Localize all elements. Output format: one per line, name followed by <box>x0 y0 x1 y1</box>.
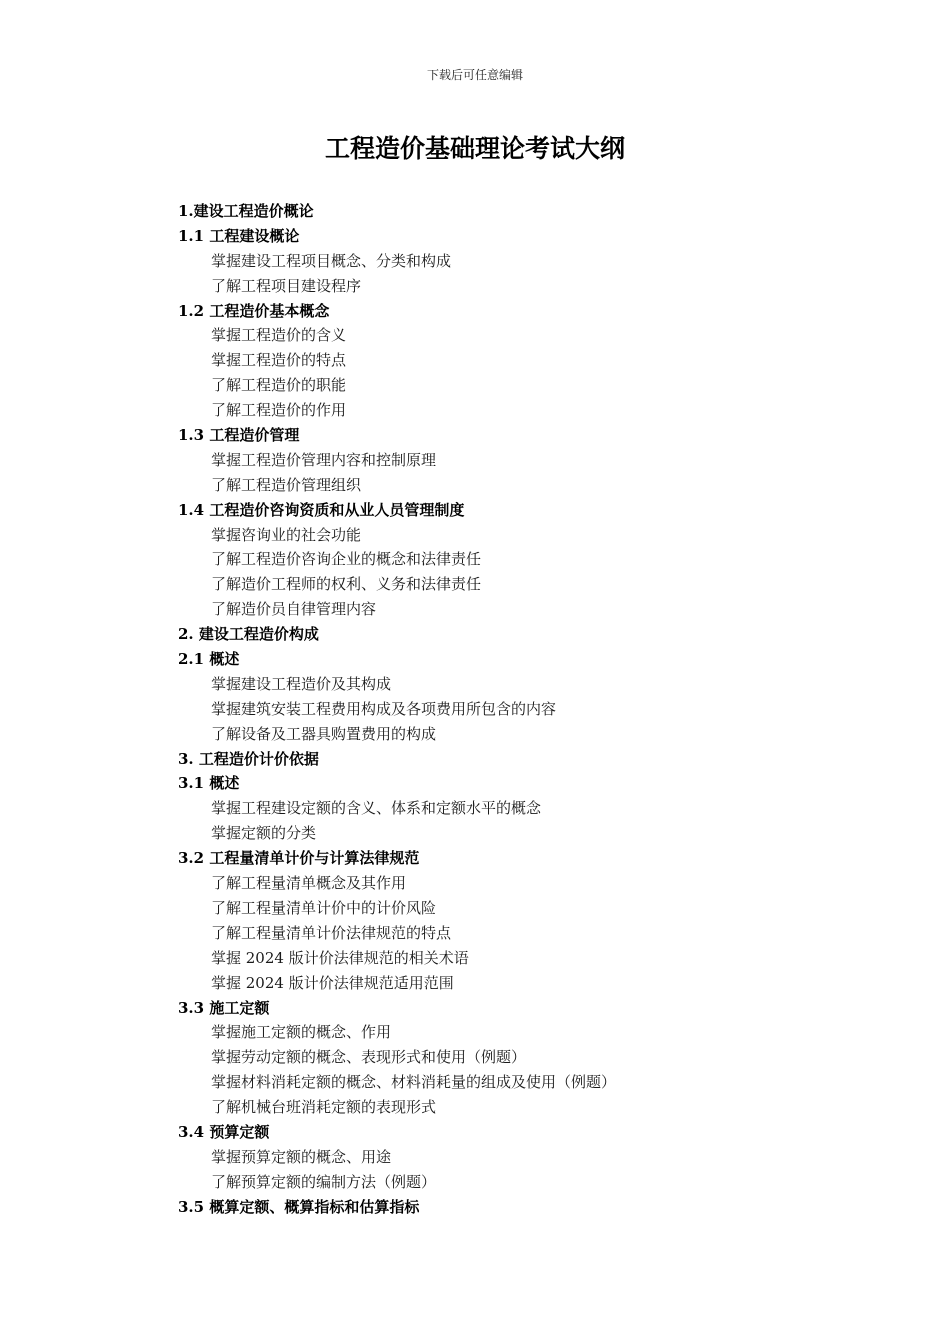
syllabus-item: 了解预算定额的编制方法（例题） <box>211 1172 437 1191</box>
syllabus-item: 了解工程量清单计价法律规范的特点 <box>211 923 452 942</box>
syllabus-item: 了解设备及工器具购置费用的构成 <box>211 724 437 743</box>
syllabus-item: 掌握工程造价的特点 <box>211 351 347 370</box>
syllabus-item: 掌握工程造价的含义 <box>211 326 347 345</box>
syllabus-item: 掌握预算定额的概念、用途 <box>211 1147 392 1166</box>
section-heading: 3.2 工程量清单计价与计算法律规范 <box>178 849 420 868</box>
syllabus-item: 掌握 2024 版计价法律规范的相关术语 <box>211 948 469 967</box>
syllabus-item: 了解机械台班消耗定额的表现形式 <box>211 1098 437 1117</box>
syllabus-item: 掌握咨询业的社会功能 <box>211 525 362 544</box>
syllabus-item: 了解工程量清单概念及其作用 <box>211 874 407 893</box>
syllabus-item: 了解工程项目建设程序 <box>211 276 362 295</box>
syllabus-item: 掌握劳动定额的概念、表现形式和使用（例题） <box>211 1048 527 1067</box>
section-heading: 3.3 施工定额 <box>178 998 270 1017</box>
section-heading: 3.5 概算定额、概算指标和估算指标 <box>178 1197 420 1216</box>
syllabus-item: 掌握定额的分类 <box>211 824 317 843</box>
section-heading: 1.4 工程造价咨询资质和从业人员管理制度 <box>178 500 465 519</box>
syllabus-item: 掌握工程建设定额的含义、体系和定额水平的概念 <box>211 799 542 818</box>
document-title: 工程造价基础理论考试大纲 <box>324 134 625 163</box>
section-heading: 3.1 概述 <box>178 774 240 793</box>
syllabus-item: 了解工程造价的职能 <box>211 376 347 395</box>
syllabus-outline <box>178 199 878 1220</box>
section-heading: 1.2 工程造价基本概念 <box>178 301 330 320</box>
page-header: 下载后可任意编辑 <box>426 68 523 82</box>
section-heading: 3.4 预算定额 <box>178 1122 270 1141</box>
section-heading: 3. 工程造价计价依据 <box>178 749 319 768</box>
syllabus-item: 了解工程造价管理组织 <box>211 475 362 494</box>
syllabus-item: 掌握建设工程项目概念、分类和构成 <box>211 251 452 270</box>
syllabus-item: 了解工程造价的作用 <box>211 401 347 420</box>
section-heading: 2.1 概述 <box>178 650 240 669</box>
syllabus-item: 掌握工程造价管理内容和控制原理 <box>211 450 437 469</box>
section-heading: 1.3 工程造价管理 <box>178 426 300 445</box>
syllabus-item: 掌握材料消耗定额的概念、材料消耗量的组成及使用（例题） <box>211 1073 617 1092</box>
section-heading: 1.建设工程造价概论 <box>178 202 314 220</box>
section-heading: 1.1 工程建设概论 <box>178 226 300 245</box>
syllabus-item: 了解工程量清单计价中的计价风险 <box>211 898 437 917</box>
section-heading: 2. 建设工程造价构成 <box>178 625 319 644</box>
syllabus-item: 掌握建设工程造价及其构成 <box>211 674 392 693</box>
syllabus-item: 了解工程造价咨询企业的概念和法律责任 <box>211 550 482 569</box>
syllabus-item: 了解造价工程师的权利、义务和法律责任 <box>211 575 482 594</box>
syllabus-item: 掌握施工定额的概念、作用 <box>211 1023 392 1042</box>
syllabus-item: 了解造价员自律管理内容 <box>211 600 377 619</box>
syllabus-item: 掌握建筑安装工程费用构成及各项费用所包含的内容 <box>211 699 557 718</box>
syllabus-item: 掌握 2024 版计价法律规范适用范围 <box>211 973 454 992</box>
